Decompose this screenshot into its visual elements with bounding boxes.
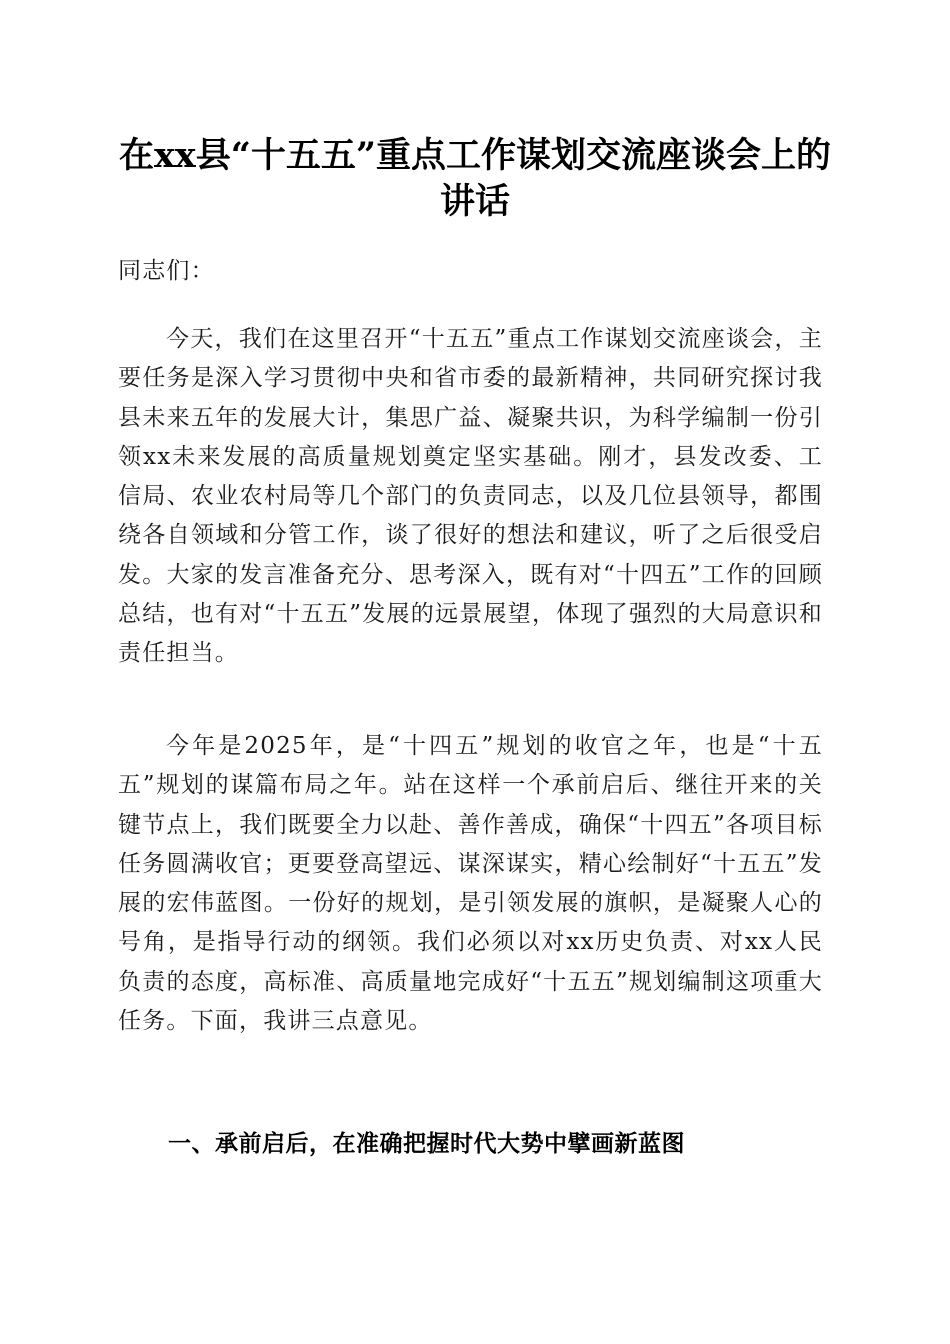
paragraph-context: 今年是2025年，是“十四五”规划的收官之年，也是“十五五”规划的谋篇布局之年。站在这样一个承前启后、继往开来的关键节点上，我们既要全力以赴、善作善成，确保“十四五”各项目标任务圆满收官；更要登高望远、谋深谋实，精心绘制好“十五五”发展的宏伟蓝图。一份好的规划，是引领发展的旗帜，是凝聚人心的号角，是指导行动的纲领。我们必须以对xx历史负责、对xx人民负责的态度，高标准、高质量地完成好“十五五”规划编制这项重大任务。下面，我讲三点意见。 [118,733,823,1035]
salutation: 同志们： [118,258,215,284]
section-heading-1: 一、承前启后，在准确把握时代大势中擘画新蓝图 [168,1131,685,1157]
paragraph-opening: 今天，我们在这里召开“十五五”重点工作谋划交流座谈会，主要任务是深入学习贯彻中央和省市委的最新精神，共同研究探讨我县未来五年的发展大计，集思广益、凝聚共识，为科学编制一份引领xx未来发展的高质量规划奠定坚实基础。刚才，县发改委、工信局、农业农村局等几个部门的负责同志，以及几位县领导，都围绕各自领域和分管工作，谈了很好的想法和建议，听了之后很受启发。大家的发言准备充分、思考深入，既有对“十四五”工作的回顾总结，也有对“十五五”发展的远景展望，体现了强烈的大局意识和责任担当。 [118,326,823,667]
document-title: 在xx县“十五五”重点工作谋划交流座谈会上的讲话 [119,135,831,222]
